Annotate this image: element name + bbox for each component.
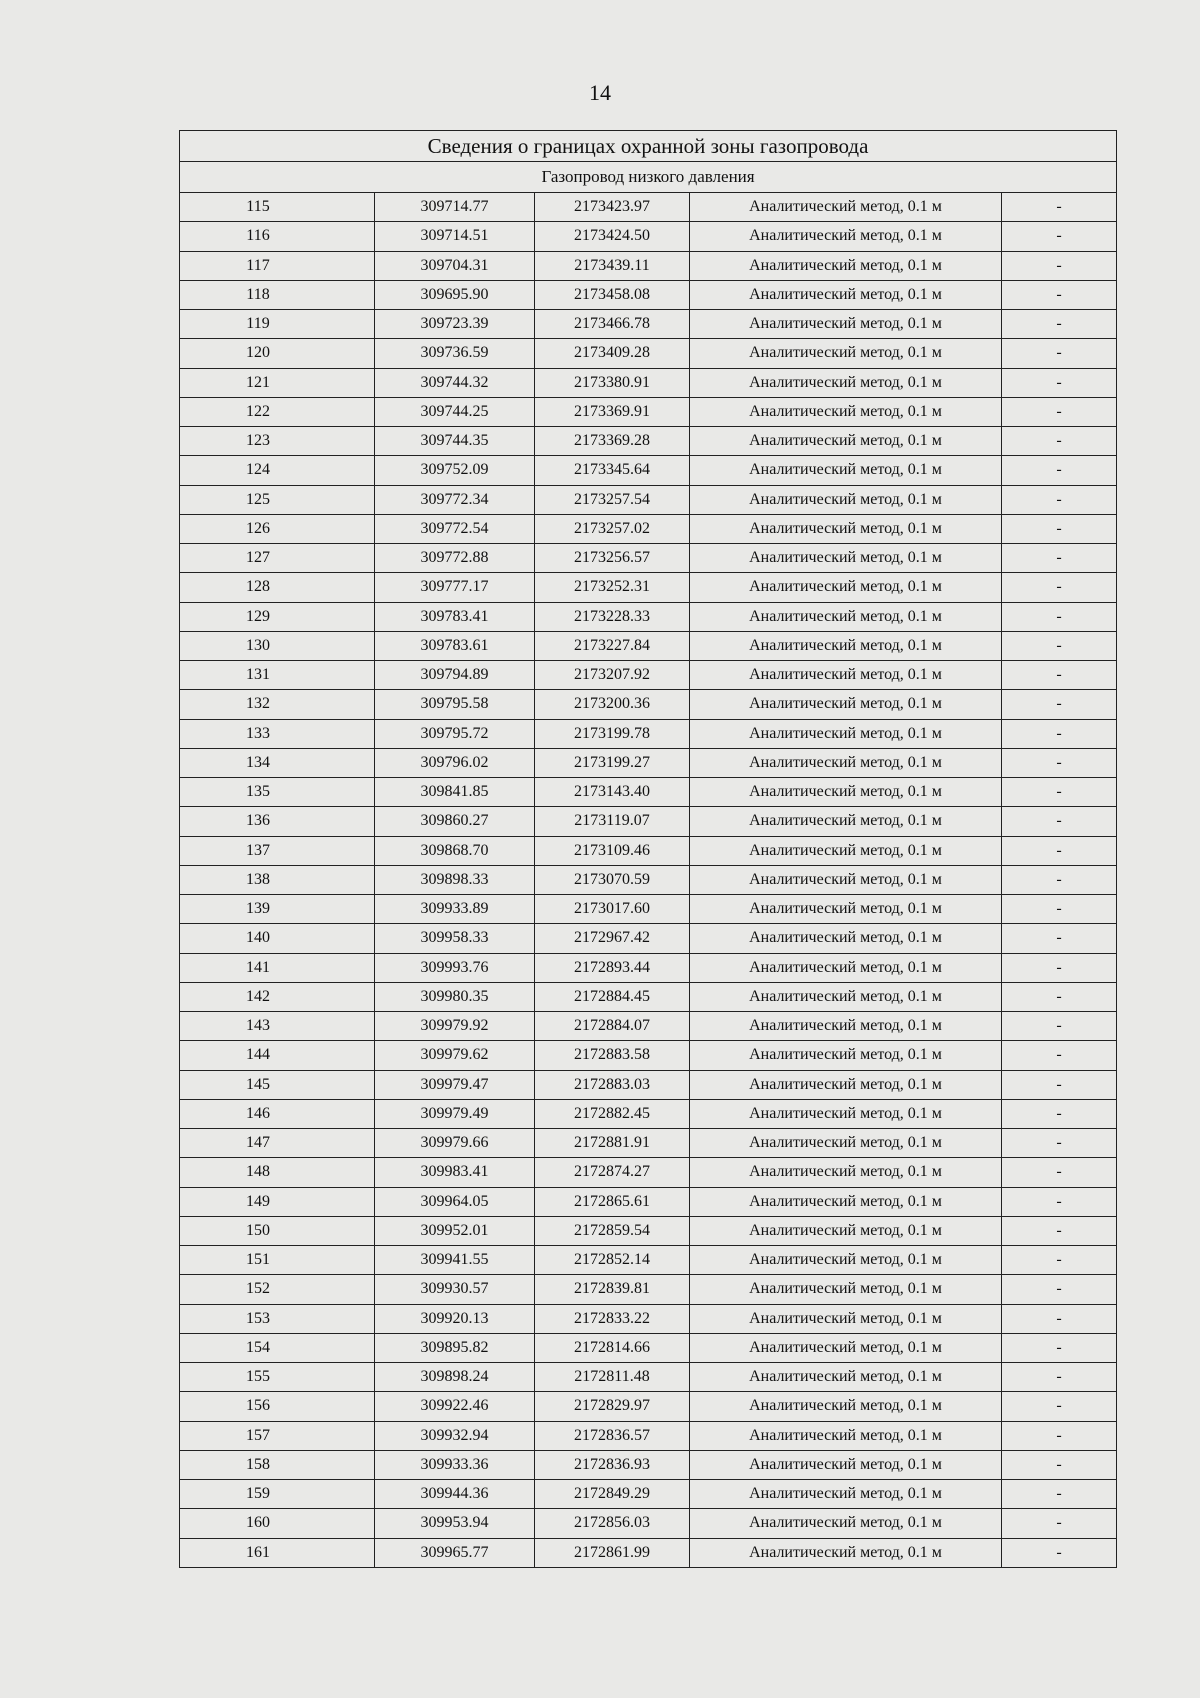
cell-method: Аналитический метод, 0.1 м: [690, 573, 1002, 602]
table-row: [180, 193, 1117, 222]
table-row: [180, 1480, 1117, 1509]
cell-method: Аналитический метод, 0.1 м: [690, 982, 1002, 1011]
cell-point-number: 115: [180, 193, 375, 222]
cell-coord-x: 309958.33: [375, 924, 535, 953]
table-row: [180, 602, 1117, 631]
table-row: [180, 953, 1117, 982]
cell-method: Аналитический метод, 0.1 м: [690, 836, 1002, 865]
table-row: [180, 280, 1117, 309]
cell-description: -: [1002, 1216, 1117, 1245]
cell-point-number: 138: [180, 865, 375, 894]
page-number: 14: [589, 80, 611, 105]
cell-coord-x: 309979.92: [375, 1012, 535, 1041]
cell-description: -: [1002, 1509, 1117, 1538]
cell-method: Аналитический метод, 0.1 м: [690, 1129, 1002, 1158]
table-row: [180, 514, 1117, 543]
cell-coord-y: 2172893.44: [535, 953, 690, 982]
table-row: [180, 1333, 1117, 1362]
cell-description: -: [1002, 1421, 1117, 1450]
cell-point-number: 149: [180, 1187, 375, 1216]
cell-coord-x: 309772.88: [375, 544, 535, 573]
cell-coord-x: 309980.35: [375, 982, 535, 1011]
cell-point-number: 152: [180, 1275, 375, 1304]
cell-description: -: [1002, 514, 1117, 543]
table-row: [180, 251, 1117, 280]
cell-coord-x: 309898.24: [375, 1363, 535, 1392]
cell-coord-x: 309964.05: [375, 1187, 535, 1216]
cell-point-number: 158: [180, 1450, 375, 1479]
boundary-coordinates-table: [179, 130, 1117, 1568]
cell-point-number: 133: [180, 719, 375, 748]
cell-description: -: [1002, 924, 1117, 953]
cell-coord-x: 309795.72: [375, 719, 535, 748]
cell-coord-x: 309772.34: [375, 485, 535, 514]
cell-description: -: [1002, 748, 1117, 777]
cell-coord-y: 2172836.93: [535, 1450, 690, 1479]
cell-point-number: 129: [180, 602, 375, 631]
cell-coord-y: 2173369.28: [535, 427, 690, 456]
cell-method: Аналитический метод, 0.1 м: [690, 690, 1002, 719]
cell-coord-y: 2173207.92: [535, 661, 690, 690]
cell-coord-y: 2172859.54: [535, 1216, 690, 1245]
cell-point-number: 157: [180, 1421, 375, 1450]
table-row: [180, 1187, 1117, 1216]
cell-description: -: [1002, 1333, 1117, 1362]
table-row: [180, 427, 1117, 456]
cell-coord-y: 2173228.33: [535, 602, 690, 631]
cell-point-number: 126: [180, 514, 375, 543]
cell-description: -: [1002, 280, 1117, 309]
cell-coord-y: 2172883.03: [535, 1070, 690, 1099]
cell-coord-y: 2172884.45: [535, 982, 690, 1011]
table-row: [180, 1538, 1117, 1567]
cell-coord-x: 309979.62: [375, 1041, 535, 1070]
cell-coord-y: 2173119.07: [535, 807, 690, 836]
table-row: [180, 1246, 1117, 1275]
cell-description: -: [1002, 573, 1117, 602]
cell-description: -: [1002, 310, 1117, 339]
cell-coord-y: 2172861.99: [535, 1538, 690, 1567]
cell-description: -: [1002, 427, 1117, 456]
cell-point-number: 131: [180, 661, 375, 690]
cell-method: Аналитический метод, 0.1 м: [690, 778, 1002, 807]
cell-coord-y: 2172836.57: [535, 1421, 690, 1450]
cell-point-number: 123: [180, 427, 375, 456]
cell-point-number: 137: [180, 836, 375, 865]
cell-method: Аналитический метод, 0.1 м: [690, 1275, 1002, 1304]
table-row: [180, 982, 1117, 1011]
cell-coord-x: 309898.33: [375, 865, 535, 894]
table-row: [180, 924, 1117, 953]
cell-description: -: [1002, 339, 1117, 368]
cell-coord-x: 309704.31: [375, 251, 535, 280]
cell-description: -: [1002, 1304, 1117, 1333]
cell-method: Аналитический метод, 0.1 м: [690, 807, 1002, 836]
cell-coord-x: 309714.77: [375, 193, 535, 222]
cell-coord-x: 309795.58: [375, 690, 535, 719]
cell-point-number: 144: [180, 1041, 375, 1070]
cell-description: -: [1002, 1275, 1117, 1304]
cell-coord-x: 309979.47: [375, 1070, 535, 1099]
cell-description: -: [1002, 1246, 1117, 1275]
table-row: [180, 397, 1117, 426]
cell-coord-x: 309723.39: [375, 310, 535, 339]
cell-method: Аналитический метод, 0.1 м: [690, 924, 1002, 953]
cell-description: -: [1002, 397, 1117, 426]
table-row: [180, 661, 1117, 690]
cell-description: -: [1002, 1099, 1117, 1128]
cell-coord-x: 309941.55: [375, 1246, 535, 1275]
cell-point-number: 119: [180, 310, 375, 339]
cell-description: -: [1002, 1129, 1117, 1158]
cell-method: Аналитический метод, 0.1 м: [690, 368, 1002, 397]
cell-coord-y: 2173257.02: [535, 514, 690, 543]
cell-point-number: 116: [180, 222, 375, 251]
cell-point-number: 127: [180, 544, 375, 573]
table-row: [180, 1012, 1117, 1041]
cell-method: Аналитический метод, 0.1 м: [690, 631, 1002, 660]
table-row: [180, 544, 1117, 573]
cell-point-number: 136: [180, 807, 375, 836]
cell-coord-y: 2173017.60: [535, 895, 690, 924]
cell-coord-y: 2173227.84: [535, 631, 690, 660]
cell-coord-x: 309777.17: [375, 573, 535, 602]
cell-point-number: 124: [180, 456, 375, 485]
cell-point-number: 150: [180, 1216, 375, 1245]
cell-method: Аналитический метод, 0.1 м: [690, 514, 1002, 543]
cell-method: Аналитический метод, 0.1 м: [690, 1216, 1002, 1245]
cell-method: Аналитический метод, 0.1 м: [690, 1158, 1002, 1187]
cell-method: Аналитический метод, 0.1 м: [690, 748, 1002, 777]
cell-coord-y: 2173423.97: [535, 193, 690, 222]
table-row: [180, 690, 1117, 719]
cell-coord-x: 309944.36: [375, 1480, 535, 1509]
cell-description: -: [1002, 1158, 1117, 1187]
cell-coord-x: 309920.13: [375, 1304, 535, 1333]
cell-coord-x: 309953.94: [375, 1509, 535, 1538]
cell-point-number: 154: [180, 1333, 375, 1362]
cell-coord-x: 309796.02: [375, 748, 535, 777]
cell-point-number: 145: [180, 1070, 375, 1099]
cell-point-number: 135: [180, 778, 375, 807]
cell-method: Аналитический метод, 0.1 м: [690, 1421, 1002, 1450]
cell-method: Аналитический метод, 0.1 м: [690, 193, 1002, 222]
cell-description: -: [1002, 222, 1117, 251]
cell-coord-y: 2172811.48: [535, 1363, 690, 1392]
cell-method: Аналитический метод, 0.1 м: [690, 1480, 1002, 1509]
table-subtitle: Газопровод низкого давления: [180, 162, 1117, 193]
cell-description: -: [1002, 1480, 1117, 1509]
table-row: [180, 807, 1117, 836]
cell-point-number: 125: [180, 485, 375, 514]
cell-point-number: 134: [180, 748, 375, 777]
cell-description: -: [1002, 836, 1117, 865]
cell-point-number: 122: [180, 397, 375, 426]
cell-description: -: [1002, 1538, 1117, 1567]
cell-coord-x: 309772.54: [375, 514, 535, 543]
cell-description: -: [1002, 1450, 1117, 1479]
cell-coord-y: 2172856.03: [535, 1509, 690, 1538]
cell-description: -: [1002, 1012, 1117, 1041]
cell-description: -: [1002, 631, 1117, 660]
table-title: Сведения о границах охранной зоны газопровода: [180, 131, 1117, 162]
cell-description: -: [1002, 895, 1117, 924]
table-row: [180, 1392, 1117, 1421]
cell-description: -: [1002, 602, 1117, 631]
cell-coord-y: 2172882.45: [535, 1099, 690, 1128]
cell-method: Аналитический метод, 0.1 м: [690, 485, 1002, 514]
cell-coord-y: 2172865.61: [535, 1187, 690, 1216]
cell-coord-x: 309979.66: [375, 1129, 535, 1158]
cell-method: Аналитический метод, 0.1 м: [690, 310, 1002, 339]
table-row: [180, 1421, 1117, 1450]
cell-point-number: 146: [180, 1099, 375, 1128]
cell-coord-y: 2172874.27: [535, 1158, 690, 1187]
cell-point-number: 153: [180, 1304, 375, 1333]
table-row: [180, 836, 1117, 865]
cell-coord-x: 309714.51: [375, 222, 535, 251]
cell-coord-y: 2172883.58: [535, 1041, 690, 1070]
cell-coord-x: 309922.46: [375, 1392, 535, 1421]
cell-coord-x: 309783.61: [375, 631, 535, 660]
cell-point-number: 117: [180, 251, 375, 280]
cell-method: Аналитический метод, 0.1 м: [690, 1099, 1002, 1128]
cell-method: Аналитический метод, 0.1 м: [690, 1187, 1002, 1216]
cell-coord-y: 2172884.07: [535, 1012, 690, 1041]
table-row: [180, 1129, 1117, 1158]
cell-coord-x: 309860.27: [375, 807, 535, 836]
cell-coord-x: 309952.01: [375, 1216, 535, 1245]
cell-method: Аналитический метод, 0.1 м: [690, 1333, 1002, 1362]
cell-coord-x: 309736.59: [375, 339, 535, 368]
cell-point-number: 139: [180, 895, 375, 924]
cell-description: -: [1002, 778, 1117, 807]
cell-method: Аналитический метод, 0.1 м: [690, 1304, 1002, 1333]
cell-description: -: [1002, 1187, 1117, 1216]
cell-coord-x: 309930.57: [375, 1275, 535, 1304]
cell-coord-y: 2173458.08: [535, 280, 690, 309]
cell-coord-y: 2173200.36: [535, 690, 690, 719]
cell-point-number: 143: [180, 1012, 375, 1041]
table-row: [180, 339, 1117, 368]
cell-coord-x: 309868.70: [375, 836, 535, 865]
table-row: [180, 1158, 1117, 1187]
table-row: [180, 1041, 1117, 1070]
cell-description: -: [1002, 1363, 1117, 1392]
cell-method: Аналитический метод, 0.1 м: [690, 1450, 1002, 1479]
cell-method: Аналитический метод, 0.1 м: [690, 397, 1002, 426]
cell-point-number: 147: [180, 1129, 375, 1158]
cell-method: Аналитический метод, 0.1 м: [690, 895, 1002, 924]
cell-coord-y: 2173199.27: [535, 748, 690, 777]
cell-coord-x: 309895.82: [375, 1333, 535, 1362]
cell-coord-y: 2173143.40: [535, 778, 690, 807]
cell-coord-y: 2172833.22: [535, 1304, 690, 1333]
cell-coord-y: 2172839.81: [535, 1275, 690, 1304]
cell-coord-x: 309841.85: [375, 778, 535, 807]
cell-point-number: 121: [180, 368, 375, 397]
cell-coord-y: 2172967.42: [535, 924, 690, 953]
cell-coord-y: 2173439.11: [535, 251, 690, 280]
cell-description: -: [1002, 251, 1117, 280]
cell-method: Аналитический метод, 0.1 м: [690, 544, 1002, 573]
cell-method: Аналитический метод, 0.1 м: [690, 1246, 1002, 1275]
table-row: [180, 895, 1117, 924]
table-row: [180, 456, 1117, 485]
table-row: [180, 222, 1117, 251]
cell-coord-x: 309744.32: [375, 368, 535, 397]
table-row: [180, 865, 1117, 894]
cell-description: -: [1002, 485, 1117, 514]
cell-method: Аналитический метод, 0.1 м: [690, 456, 1002, 485]
cell-point-number: 141: [180, 953, 375, 982]
cell-description: -: [1002, 1041, 1117, 1070]
cell-description: -: [1002, 544, 1117, 573]
cell-point-number: 160: [180, 1509, 375, 1538]
cell-coord-x: 309783.41: [375, 602, 535, 631]
cell-coord-x: 309794.89: [375, 661, 535, 690]
cell-point-number: 128: [180, 573, 375, 602]
cell-method: Аналитический метод, 0.1 м: [690, 1041, 1002, 1070]
cell-point-number: 142: [180, 982, 375, 1011]
table-row: [180, 1275, 1117, 1304]
table-row: [180, 631, 1117, 660]
table-row: [180, 368, 1117, 397]
cell-point-number: 120: [180, 339, 375, 368]
cell-coord-x: 309744.25: [375, 397, 535, 426]
cell-description: -: [1002, 953, 1117, 982]
cell-point-number: 161: [180, 1538, 375, 1567]
table-row: [180, 1304, 1117, 1333]
cell-coord-y: 2173424.50: [535, 222, 690, 251]
table-row: [180, 1363, 1117, 1392]
cell-coord-y: 2173369.91: [535, 397, 690, 426]
cell-description: -: [1002, 456, 1117, 485]
cell-coord-x: 309965.77: [375, 1538, 535, 1567]
cell-coord-x: 309933.89: [375, 895, 535, 924]
cell-method: Аналитический метод, 0.1 м: [690, 1070, 1002, 1099]
cell-coord-y: 2173199.78: [535, 719, 690, 748]
cell-method: Аналитический метод, 0.1 м: [690, 602, 1002, 631]
cell-description: -: [1002, 982, 1117, 1011]
table-row: [180, 778, 1117, 807]
cell-description: -: [1002, 807, 1117, 836]
cell-point-number: 148: [180, 1158, 375, 1187]
table-row: [180, 1509, 1117, 1538]
cell-coord-y: 2173070.59: [535, 865, 690, 894]
table-row: [180, 1070, 1117, 1099]
cell-coord-x: 309933.36: [375, 1450, 535, 1479]
cell-coord-y: 2173380.91: [535, 368, 690, 397]
table-row: [180, 1450, 1117, 1479]
cell-method: Аналитический метод, 0.1 м: [690, 222, 1002, 251]
cell-method: Аналитический метод, 0.1 м: [690, 661, 1002, 690]
cell-description: -: [1002, 368, 1117, 397]
table-row: [180, 748, 1117, 777]
cell-coord-y: 2173345.64: [535, 456, 690, 485]
cell-coord-y: 2173466.78: [535, 310, 690, 339]
table-row: [180, 719, 1117, 748]
cell-coord-y: 2173257.54: [535, 485, 690, 514]
cell-coord-x: 309983.41: [375, 1158, 535, 1187]
cell-method: Аналитический метод, 0.1 м: [690, 719, 1002, 748]
cell-point-number: 118: [180, 280, 375, 309]
cell-description: -: [1002, 690, 1117, 719]
cell-method: Аналитический метод, 0.1 м: [690, 953, 1002, 982]
cell-coord-x: 309932.94: [375, 1421, 535, 1450]
cell-method: Аналитический метод, 0.1 м: [690, 1363, 1002, 1392]
cell-coord-y: 2172849.29: [535, 1480, 690, 1509]
cell-coord-x: 309993.76: [375, 953, 535, 982]
cell-method: Аналитический метод, 0.1 м: [690, 1538, 1002, 1567]
cell-description: -: [1002, 719, 1117, 748]
cell-method: Аналитический метод, 0.1 м: [690, 1012, 1002, 1041]
cell-method: Аналитический метод, 0.1 м: [690, 280, 1002, 309]
cell-method: Аналитический метод, 0.1 м: [690, 1509, 1002, 1538]
cell-coord-x: 309979.49: [375, 1099, 535, 1128]
cell-coord-y: 2172852.14: [535, 1246, 690, 1275]
cell-coord-y: 2173252.31: [535, 573, 690, 602]
cell-point-number: 140: [180, 924, 375, 953]
cell-method: Аналитический метод, 0.1 м: [690, 251, 1002, 280]
cell-coord-x: 309752.09: [375, 456, 535, 485]
table-row: [180, 573, 1117, 602]
cell-description: -: [1002, 865, 1117, 894]
cell-coord-y: 2173109.46: [535, 836, 690, 865]
cell-coord-y: 2172814.66: [535, 1333, 690, 1362]
table-row: [180, 1216, 1117, 1245]
cell-coord-y: 2172829.97: [535, 1392, 690, 1421]
cell-coord-x: 309744.35: [375, 427, 535, 456]
cell-description: -: [1002, 661, 1117, 690]
cell-point-number: 130: [180, 631, 375, 660]
table-row: [180, 485, 1117, 514]
cell-point-number: 132: [180, 690, 375, 719]
cell-method: Аналитический метод, 0.1 м: [690, 427, 1002, 456]
cell-point-number: 155: [180, 1363, 375, 1392]
cell-method: Аналитический метод, 0.1 м: [690, 865, 1002, 894]
cell-description: -: [1002, 193, 1117, 222]
cell-coord-y: 2173409.28: [535, 339, 690, 368]
cell-description: -: [1002, 1070, 1117, 1099]
cell-coord-y: 2172881.91: [535, 1129, 690, 1158]
cell-point-number: 156: [180, 1392, 375, 1421]
table-row: [180, 310, 1117, 339]
cell-method: Аналитический метод, 0.1 м: [690, 1392, 1002, 1421]
table-row: [180, 1099, 1117, 1128]
cell-coord-y: 2173256.57: [535, 544, 690, 573]
cell-point-number: 151: [180, 1246, 375, 1275]
cell-description: -: [1002, 1392, 1117, 1421]
cell-coord-x: 309695.90: [375, 280, 535, 309]
cell-method: Аналитический метод, 0.1 м: [690, 339, 1002, 368]
cell-point-number: 159: [180, 1480, 375, 1509]
